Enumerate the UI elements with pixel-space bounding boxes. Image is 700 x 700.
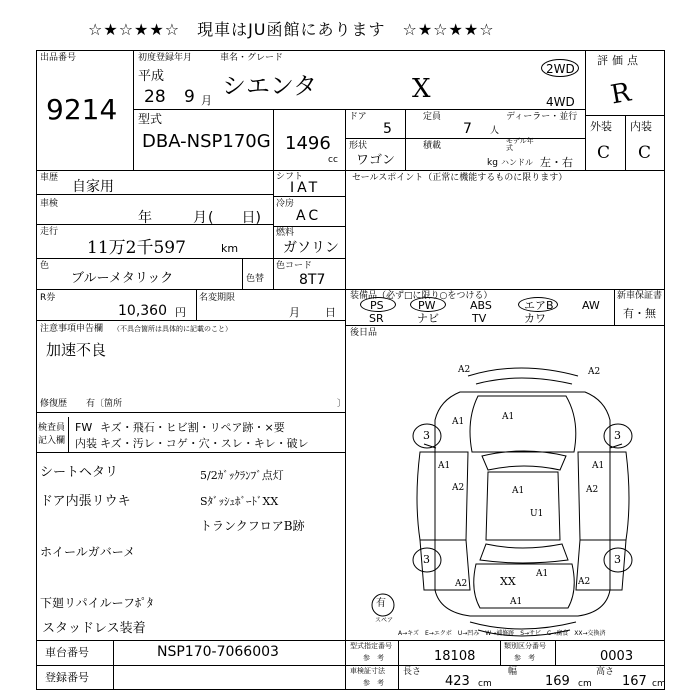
notes-label: 注意事項申告欄: [40, 324, 104, 334]
mark-3-rear-right-wheel: 3: [614, 553, 621, 566]
mark-a2-front-left: A2: [458, 365, 471, 375]
fuel-label: 燃料: [276, 228, 295, 238]
length-value: 423: [445, 674, 470, 689]
color-code: 8T7: [299, 272, 326, 288]
mark-a1-rear-bumper: A1: [510, 597, 523, 607]
eq-aw: AW: [582, 299, 600, 312]
drive-4wd: 4WD: [546, 95, 575, 109]
diagram-legend: A→キズ E→エクボ U→凹み W→補修跡 S→サビ C→腐食 XX→交換済: [398, 630, 606, 637]
mark-3-rear-left-wheel: 3: [423, 553, 430, 566]
repair-close: 〕: [337, 399, 347, 409]
hand-note-2: ドア内張リウキ: [40, 494, 131, 509]
ext-grade: C: [597, 143, 611, 163]
hand-note-3: 5/2ｶﾞｯｸﾗﾝﾌﾞ点灯: [200, 469, 284, 482]
eq-abs: ABS: [470, 299, 492, 312]
recycle-label: R券: [40, 293, 56, 303]
mark-a2-left-door: A2: [452, 483, 465, 493]
mark-a1-right-front: A1: [592, 461, 605, 471]
width-value: 169: [545, 674, 570, 689]
mileage-label: 走行: [40, 227, 59, 237]
door-label: ドア: [349, 112, 367, 122]
mark-3-front-right-wheel: 3: [614, 429, 621, 442]
meigi-month: 月: [289, 306, 300, 319]
color-label: 色: [40, 261, 50, 271]
mark-a2-left-rear: A2: [455, 579, 468, 589]
model-label: 型式: [138, 112, 163, 126]
repair-value: 有〔箇所: [86, 399, 123, 409]
int-grade: C: [638, 143, 652, 163]
seats-unit: 人: [490, 126, 500, 136]
int-label: 内装: [630, 120, 652, 133]
hand-note-6: ホイールガバーメ: [40, 545, 136, 559]
new-warranty-label: 新車保証書: [617, 291, 663, 301]
inspection-day: ( 日): [208, 210, 261, 226]
dealer-label: ディーラー・並行: [506, 112, 578, 122]
ext-label: 外装: [590, 120, 612, 133]
model-code: DBA-NSP170G: [142, 131, 271, 152]
shift-label: シフト: [276, 172, 304, 182]
mark-a1-rear-hatch: A1: [536, 569, 549, 579]
eq-pw: PW: [418, 299, 436, 312]
mark-3-front-left-wheel: 3: [423, 429, 430, 442]
spare-mark: 有: [376, 598, 386, 609]
shift-value: IAT: [290, 180, 321, 196]
drive-2wd: 2WD: [546, 62, 575, 76]
inspector-label-1: 検査員: [38, 423, 66, 433]
recycle-value: 10,360: [118, 303, 167, 319]
hand-note-4: SﾀﾞｯｼｭﾎﾞｰﾄﾞXX: [200, 495, 279, 508]
class-number-value: 0003: [600, 649, 634, 664]
doors: 5: [383, 121, 392, 137]
mileage-unit: km: [221, 242, 239, 255]
type-designation-label: 型式指定番号: [350, 642, 392, 650]
history-label: 車歴: [40, 173, 59, 183]
interior-items: キズ・汚レ・コゲ・穴・スレ・キレ・破レ: [100, 437, 309, 450]
hand-note-5: トランクフロアB跡: [200, 519, 305, 533]
meigi-day: 日: [325, 306, 336, 319]
mark-a1-hood: A1: [502, 412, 515, 422]
spare-label: スペア: [375, 617, 394, 624]
mark-xx-rear: XX: [500, 575, 516, 588]
color-value: ブルーメタリック: [71, 271, 174, 286]
eq-tv: TV: [472, 312, 487, 325]
reg-month: 9: [184, 87, 195, 107]
aircon-label: 冷房: [276, 199, 295, 209]
handle-side: 左・右: [540, 156, 573, 169]
fw-label: FW: [75, 421, 93, 434]
recycle-unit: 円: [175, 306, 186, 319]
page-title: ☆★☆★★☆ 現車はJU函館にあります ☆★☆★★☆: [88, 20, 495, 39]
lot-label: 出品番号: [40, 53, 77, 63]
shape-label: 形状: [349, 141, 368, 151]
class-number-sub: 参 考: [514, 654, 535, 662]
mark-u1-roof: U1: [530, 509, 544, 519]
hand-note-7: 下廻リパイルーフﾎﾟﾀ: [40, 596, 154, 610]
sales-point-label: セールスポイント（正常に機能するものに限ります）: [352, 173, 568, 183]
meigi-label: 名変期限: [199, 293, 236, 303]
mark-a2-front-right: A2: [588, 367, 601, 377]
eq-ps: PS: [370, 299, 384, 312]
load-unit: kg: [487, 158, 498, 168]
remarks-label: 後日品: [350, 328, 378, 338]
repair-label: 修復歴: [40, 399, 68, 409]
mark-a1-hood-left: A1: [452, 417, 465, 427]
inspector-label-2: 記入欄: [38, 436, 66, 446]
fuel-value: ガソリン: [283, 240, 339, 256]
color-replace-label: 色替: [246, 274, 265, 284]
equipment-label: 装備品（必ず□に限り○をつける）: [350, 291, 493, 301]
eq-sr: SR: [369, 312, 384, 325]
car-name-label: 車名・グレード: [220, 53, 284, 63]
first-reg-label: 初度登録年月: [138, 53, 193, 63]
model-year-label: モデル年式: [506, 137, 534, 152]
lot-number: 9214: [46, 93, 118, 126]
registration-label: 登録番号: [45, 671, 89, 684]
era-label: 平成: [138, 69, 165, 84]
mark-a1-roof: A1: [512, 486, 525, 496]
interior-label: 内装: [75, 437, 97, 450]
eq-leather: カワ: [524, 312, 546, 325]
width-label: 幅: [508, 667, 518, 677]
length-unit: cm: [478, 679, 492, 689]
height-label: 高さ: [596, 667, 615, 677]
car-name: シエンタ: [222, 72, 318, 100]
inspection-month: 月: [193, 210, 207, 226]
chassis-label: 車台番号: [45, 646, 89, 659]
car-grade: X: [412, 74, 431, 104]
type-designation-sub: 参 考: [363, 654, 384, 662]
dimensions-sub: 参 考: [363, 679, 384, 687]
notes-value: 加速不良: [46, 341, 107, 359]
reg-year: 28: [144, 87, 166, 107]
chassis-value: NSP170-7066003: [157, 644, 279, 660]
color-code-label: 色コード: [276, 261, 313, 271]
month-unit: 月: [201, 94, 212, 107]
inspection-label: 車検: [40, 199, 59, 209]
class-number-label: 類別区分番号: [504, 642, 546, 650]
hand-note-8: スタッドレス装着: [42, 621, 146, 636]
mark-a1-left-front: A1: [438, 461, 451, 471]
height-unit: cm: [652, 679, 666, 689]
mark-a2-right-rear: A2: [578, 577, 591, 587]
length-label: 長さ: [403, 667, 422, 677]
type-designation-value: 18108: [434, 649, 476, 664]
hand-note-1: シートヘタリ: [40, 465, 119, 480]
history-value: 自家用: [72, 179, 114, 195]
eq-airbag: エアB: [524, 299, 554, 312]
aircon-value: AC: [296, 208, 322, 224]
displacement: 1496: [285, 133, 331, 154]
dimensions-label: 車検証寸法: [350, 667, 385, 675]
seats: 7: [463, 121, 472, 137]
rating-label: 評価点: [597, 54, 642, 67]
body-shape: ワゴン: [356, 153, 396, 168]
mark-a2-right-door: A2: [586, 485, 599, 495]
width-unit: cm: [578, 679, 592, 689]
cc-unit: cc: [328, 155, 338, 165]
fw-items: キズ・飛石・ヒビ割・リペア跡・×要: [100, 421, 285, 434]
load-label: 積載: [423, 141, 442, 151]
rating-score: R: [608, 77, 634, 111]
new-warranty-value: 有・無: [623, 307, 656, 320]
handle-label: ハンドル: [501, 158, 533, 167]
height-value: 167: [622, 674, 647, 689]
mileage-value: 11万2千597: [87, 238, 186, 258]
notes-sub: （不具合箇所は具体的に記載のこと）: [113, 325, 232, 333]
inspection-year: 年: [138, 210, 152, 226]
eq-navi: ナビ: [417, 312, 439, 325]
seats-label: 定員: [423, 112, 442, 122]
